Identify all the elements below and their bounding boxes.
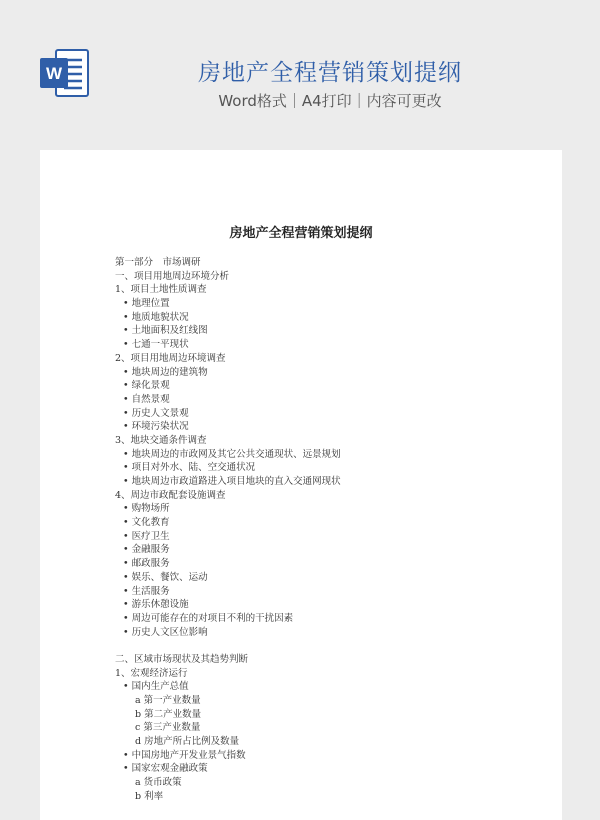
outline-bullet-item: • 文化教育: [123, 517, 170, 529]
outline-heading: 一、项目用地周边环境分析: [115, 270, 230, 282]
outline-heading: 3、地块交通条件调查: [115, 434, 207, 446]
outline-sub-item: d 房地产所占比例及数量: [135, 736, 240, 748]
document-page: [40, 150, 562, 820]
outline-bullet-item: • 历史人文景观: [123, 407, 189, 419]
outline-bullet-item: • 绿化景观: [123, 380, 170, 392]
outline-bullet-item: • 地块周边的建筑物: [123, 366, 208, 378]
document-outline: [115, 256, 535, 804]
page-title: 房地产全程营销策划提纲: [198, 60, 462, 86]
outline-sub-item: c 第三产业数量: [135, 722, 201, 734]
outline-bullet-item: • 地理位置: [123, 298, 170, 310]
outline-bullet-item: • 中国房地产开发业景气指数: [123, 749, 246, 761]
page-subtitle: Word格式｜A4打印｜内容可更改: [218, 92, 442, 110]
outline-heading: 1、项目土地性质调查: [115, 284, 207, 296]
outline-bullet-item: • 金融服务: [123, 544, 170, 556]
outline-bullet-item: • 环境污染状况: [123, 421, 189, 433]
outline-bullet-item: • 生活服务: [123, 585, 170, 597]
svg-text:W: W: [45, 64, 63, 83]
outline-bullet-item: • 地块周边的市政网及其它公共交通现状、远景规划: [123, 448, 341, 460]
outline-bullet-item: • 历史人文区位影响: [123, 626, 208, 638]
outline-bullet-item: • 自然景观: [123, 393, 170, 405]
outline-bullet-item: • 国家宏观金融政策: [123, 763, 208, 775]
outline-bullet-item: • 国内生产总值: [123, 681, 189, 693]
outline-sub-item: b 第二产业数量: [135, 708, 202, 720]
outline-bullet-item: • 邮政服务: [123, 558, 170, 570]
outline-heading: 二、区域市场现状及其趋势判断: [115, 653, 249, 665]
outline-heading: 第一部分 市场调研: [115, 257, 201, 268]
outline-heading: 4、周边市政配套设施调查: [115, 489, 226, 501]
outline-spacer: [115, 639, 535, 653]
outline-bullet-item: • 购物场所: [123, 503, 170, 515]
outline-bullet-item: • 地质地貌状况: [123, 311, 189, 323]
outline-bullet-item: • 医疗卫生: [123, 530, 170, 542]
outline-bullet-item: • 土地面积及红线图: [123, 325, 208, 337]
outline-bullet-item: • 娱乐、餐饮、运动: [123, 571, 208, 583]
outline-heading: 1、宏观经济运行: [115, 667, 188, 679]
outline-sub-item: a 货币政策: [135, 777, 182, 789]
outline-heading: 2、项目用地周边环境调查: [115, 352, 226, 364]
document-title: 房地产全程营销策划提纲: [229, 226, 373, 241]
outline-bullet-item: • 游乐休憩设施: [123, 599, 189, 611]
outline-sub-item: a 第一产业数量: [135, 695, 201, 706]
outline-bullet-item: • 七通一平现状: [123, 339, 189, 351]
outline-bullet-item: • 周边可能存在的对项目不利的干扰因素: [123, 612, 294, 624]
outline-bullet-item: • 地块周边市政道路进入项目地块的直入交通网现状: [123, 476, 341, 487]
page-header: [0, 0, 600, 150]
word-document-icon: [38, 48, 90, 98]
outline-sub-item: b 利率: [135, 790, 164, 802]
outline-bullet-item: • 项目对外水、陆、空交通状况: [123, 462, 256, 474]
